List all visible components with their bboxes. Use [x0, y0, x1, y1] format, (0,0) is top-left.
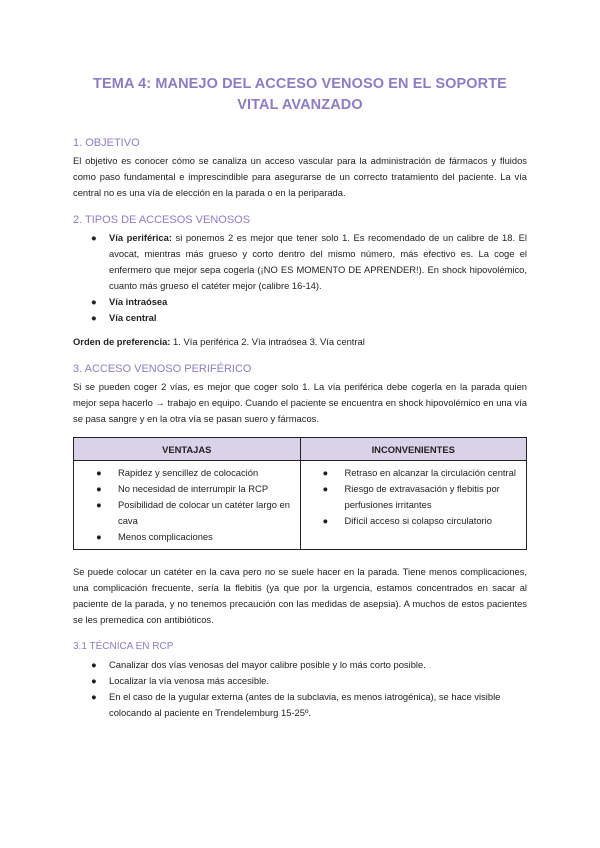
bullet-icon: ● — [91, 312, 97, 323]
bullet-list — [80, 465, 294, 545]
list-item: ● Difícil acceso si colapso circulatorio — [307, 513, 521, 529]
bullet-icon: ● — [91, 659, 97, 670]
table-cell-ventajas — [74, 461, 301, 550]
list-item — [73, 230, 527, 294]
list-item: ● Retraso en alcanzar la circulación central — [307, 465, 521, 481]
bullet-list — [73, 657, 527, 721]
bullet-icon: ● — [91, 232, 97, 243]
bullet-list — [307, 465, 521, 529]
list-item: ● No necesidad de interrumpir la RCP — [80, 481, 294, 497]
section-periferico — [73, 362, 527, 628]
section-heading: 1. OBJETIVO — [73, 137, 140, 149]
bullet-icon: ● — [322, 483, 329, 494]
list-item: ● Rapidez y sencillez de colocación — [80, 465, 294, 481]
bullet-list — [73, 230, 527, 326]
bullet-icon: ● — [96, 531, 102, 542]
section-tecnica-rcp — [73, 640, 527, 721]
preference-order — [73, 334, 527, 350]
list-item: ● Posibilidad de colocar un catéter largo en cava — [96, 499, 290, 526]
bullet-icon: ● — [96, 499, 102, 510]
bullet-icon: ● — [91, 675, 97, 686]
paragraph: Se puede colocar un catéter en la cava pero no se suele hacer en la parada. Tiene menos complicaciones, una complicación frecuente, sería la flebitis (ya que por la urgencia, estamos concentrados en sacar al paciente de la parada, y no tenemos precaución con las medidas de asepsia). A muchos de estos pacientes se les premedica con antibióticos. — [73, 566, 527, 625]
comparison-table — [73, 437, 527, 550]
item-label: Vía periférica: — [109, 232, 172, 243]
section-heading: 3.1 TÉCNICA EN RCP — [73, 641, 174, 652]
order-label: Orden de preferencia: — [73, 336, 171, 347]
bullet-icon: ● — [322, 515, 329, 526]
section-heading: 2. TIPOS DE ACCESOS VENOSOS — [73, 214, 251, 226]
list-item: ● Localizar la vía venosa más accesible. — [73, 673, 527, 689]
list-item: ● Canalizar dos vías venosas del mayor calibre posible y lo más corto posible. — [73, 657, 527, 673]
section-heading: 3. ACCESO VENOSO PERIFÉRICO — [73, 363, 252, 375]
bullet-icon: ● — [91, 296, 97, 307]
table-row — [74, 461, 527, 550]
bullet-icon: ● — [322, 467, 329, 478]
list-item: ● En el caso de la yugular externa (antes de la subclavia, es menos iatrogénica), se hace visible colocando al paciente en Trendelemburg 15-25º. — [91, 691, 501, 718]
list-item: ● Riesgo de extravasación y flebitis por perfusiones irritantes — [322, 483, 500, 510]
table-cell-inconvenientes — [300, 461, 527, 550]
document-content — [73, 74, 527, 721]
item-label: Vía central — [109, 312, 157, 323]
list-item: ● Menos complicaciones — [80, 529, 294, 545]
list-item — [73, 294, 527, 310]
section-objetivo — [73, 136, 527, 201]
column-header-ventajas: VENTAJAS — [74, 438, 301, 461]
paragraph: Si se pueden coger 2 vías, es mejor que coger solo 1. La vía periférica debe cogerla en la parada quien mejor sepa hacerlo → trabajo en equipo. Cuando el paciente se encuentra en shock hipovolémico en una vía se pasa sangre y en la otra vía se pasan suero y fármacos. — [73, 381, 527, 424]
list-item — [73, 310, 527, 326]
table-header-row — [74, 438, 527, 461]
bullet-icon: ● — [96, 467, 102, 478]
item-text: si ponemos 2 es mejor que tener solo 1. Es recomendado de un calibre de 18. El avocat, mientras más grueso y corto dentro del mismo número, más efectivo es. La coge el enfermero que mejor sepa cogerla (¡NO ES MOMENTO DE APRENDER!). En shock hipovolémico, cuanto más grueso el catéter mejor (calibre 16-14). — [109, 232, 527, 291]
page-title: TEMA 4: MANEJO DEL ACCESO VENOSO EN EL SOPORTE VITAL AVANZADO — [93, 76, 507, 113]
bullet-icon: ● — [96, 483, 102, 494]
bullet-icon: ● — [91, 691, 97, 702]
column-header-inconvenientes: INCONVENIENTES — [300, 438, 527, 461]
item-label: Vía intraósea — [109, 296, 168, 307]
order-text: 1. Vía periférica 2. Vía intraósea 3. Vía central — [170, 336, 365, 347]
section-tipos — [73, 213, 527, 350]
paragraph: El objetivo es conocer cómo se canaliza un acceso vascular para la administración de fármacos y fluidos como paso fundamental e imprescindible para asegurarse de un correcto tratamiento del paciente. La vía central no es una vía de elección en la parada o en la periparada. — [73, 155, 527, 198]
